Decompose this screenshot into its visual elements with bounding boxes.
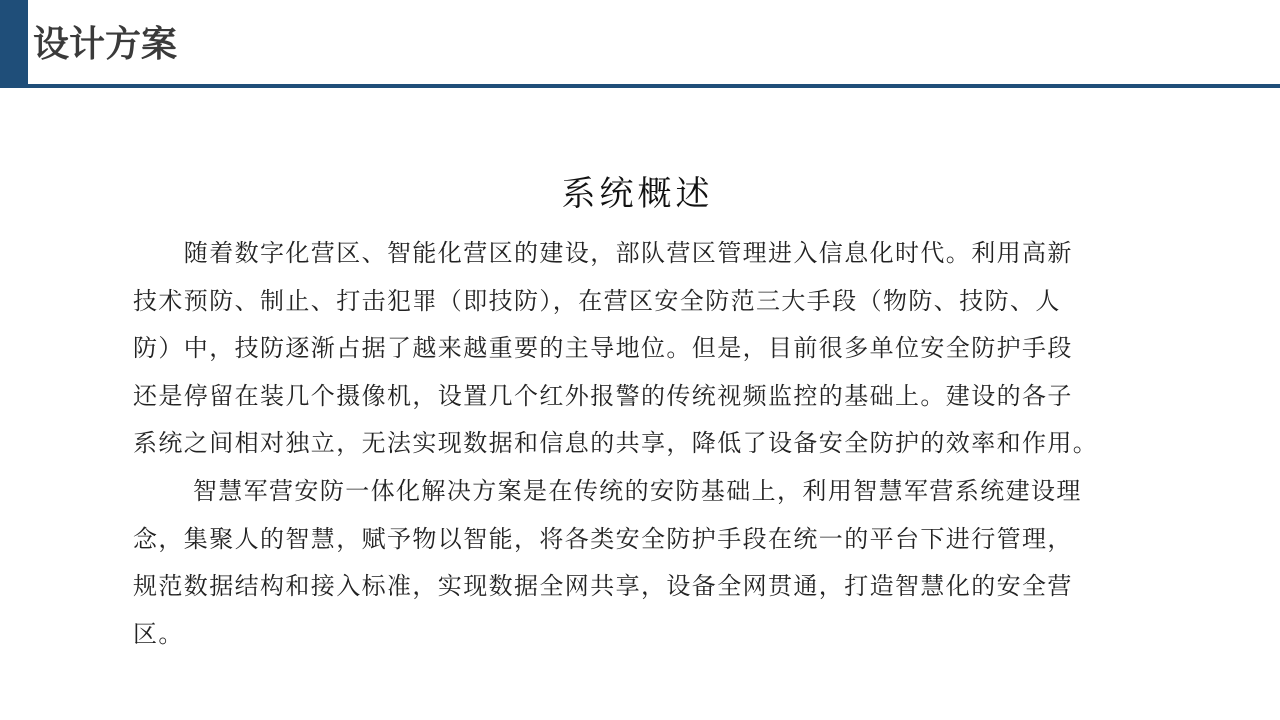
slide-title: 设计方案 — [33, 24, 178, 65]
paragraph-line: 念，集聚人的智慧，赋予物以智能，将各类安全防护手段在统一的平台下进行管理， — [133, 524, 1073, 553]
paragraph-line: 防）中，技防逐渐占据了越来越重要的主导地位。但是，目前很多单位安全防护手段 — [133, 334, 1073, 363]
paragraph-line: 智慧军营安防一体化解决方案是在传统的安防基础上，利用智慧军营系统建设理 — [133, 476, 1082, 505]
header-divider — [28, 84, 1280, 88]
paragraph-line: 系统之间相对独立，无法实现数据和信息的共享，降低了设备安全防护的效率和作用。 — [133, 429, 1099, 458]
paragraph-line: 区。 — [133, 619, 184, 648]
section-title: 系统概述 — [561, 174, 714, 214]
slide-header — [0, 0, 1280, 88]
paragraph-line: 还是停留在装几个摄像机，设置几个红外报警的传统视频监控的基础上。建设的各子 — [133, 381, 1073, 410]
paragraph-line: 规范数据结构和接入标准，实现数据全网共享，设备全网贯通，打造智慧化的安全营 — [133, 572, 1073, 601]
paragraph-line: 随着数字化营区、智能化营区的建设，部队营区管理进入信息化时代。利用高新 — [133, 239, 1073, 267]
paragraph-line: 技术预防、制止、打击犯罪（即技防），在营区安全防范三大手段（物防、技防、人 — [133, 286, 1061, 315]
header-accent-bar — [0, 0, 28, 88]
body-text — [133, 230, 1143, 658]
